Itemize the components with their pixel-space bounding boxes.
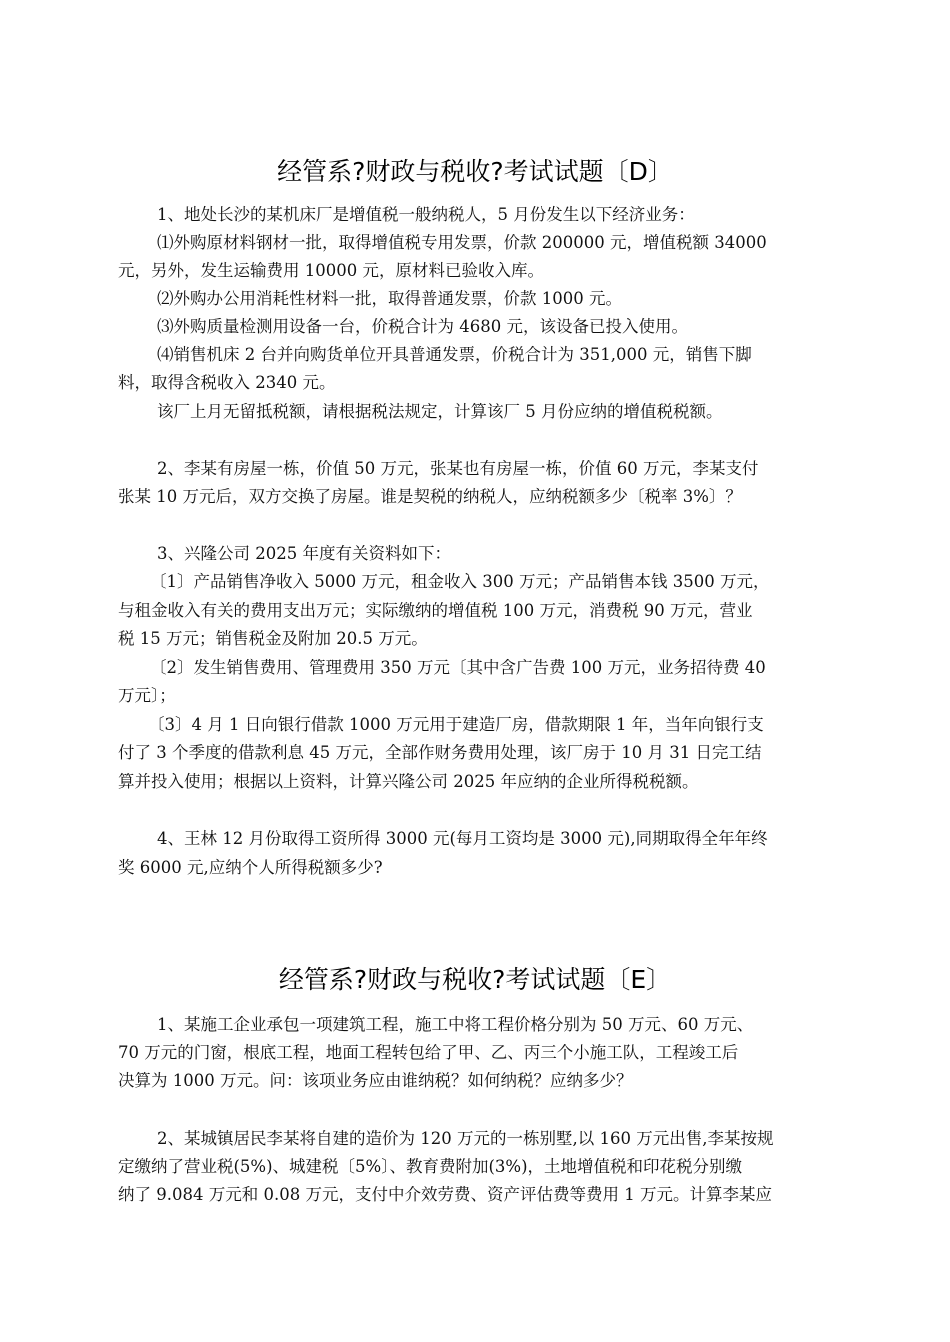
d-q3-item3-line2: 付了 3 个季度的借款利息 45 万元，全部作财务费用处理，该厂房于 10 月 31 日完工结 <box>118 743 762 762</box>
exam-e-title: 经管系?财政与税收?考试试题〔E〕 <box>278 965 672 994</box>
d-q3-item1-line2: 与租金收入有关的费用支出万元；实际缴纳的增值税 100 万元，消费税 90 万元，营业 <box>118 601 753 620</box>
e-q2-line1: 2、某城镇居民李某将自建的造价为 120 万元的一栋别墅,以 160 万元出售,李某按规 <box>157 1129 774 1148</box>
d-q3-item2-line2: 万元〕； <box>118 686 176 705</box>
d-q2-line2: 张某 10 万元后，双方交换了房屋。谁是契税的纳税人，应纳税额多少〔税率 3%〕？ <box>118 487 742 506</box>
d-q1-item1-line1: ⑴外购原材料钢材一批，取得增值税专用发票，价款 200000 元，增值税额 34000 <box>157 233 767 252</box>
d-q1-item1-line2: 元，另外，发生运输费用 10000 元，原材料已验收入库。 <box>118 261 544 280</box>
d-q1-item4-line1: ⑷销售机床 2 台并向购货单位开具普通发票，价税合计为 351,000 元，销售下脚 <box>157 345 752 364</box>
e-q1-line2: 70 万元的门窗，根底工程，地面工程转包给了甲、乙、丙三个小施工队，工程竣工后 <box>118 1043 739 1062</box>
d-q3-item3-line1: 〔3〕4 月 1 日向银行借款 1000 万元用于建造厂房，借款期限 1 年，当年向银行支 <box>148 715 764 734</box>
e-q2-line3: 纳了 9.084 万元和 0.08 万元，支付中介效劳费、资产评估费等费用 1 万元。计算李某应 <box>118 1185 772 1204</box>
e-q1-line3: 决算为 1000 万元。问：该项业务应由谁纳税？如何纳税？应纳多少？ <box>118 1071 633 1090</box>
d-q1-item3: ⑶外购质量检测用设备一台，价税合计为 4680 元，该设备已投入使用。 <box>157 317 688 336</box>
d-q2-line1: 2、李某有房屋一栋，价值 50 万元，张某也有房屋一栋，价值 60 万元，李某支付 <box>157 459 759 478</box>
d-q1-intro: 1、地处长沙的某机床厂是增值税一般纳税人，5 月份发生以下经济业务： <box>157 205 695 224</box>
d-q1-item4-line2: 料，取得含税收入 2340 元。 <box>118 373 336 392</box>
e-q1-line1: 1、某施工企业承包一项建筑工程，施工中将工程价格分别为 50 万元、60 万元、 <box>157 1015 754 1034</box>
d-q3-intro: 3、兴隆公司 2025 年度有关资料如下： <box>157 544 451 563</box>
d-q3-item2-line1: 〔2〕发生销售费用、管理费用 350 万元〔其中含广告费 100 万元，业务招待费 40 <box>150 658 766 677</box>
d-q4-line1: 4、王林 12 月份取得工资所得 3000 元(每月工资均是 3000 元),同期取得全年年终 <box>157 829 768 848</box>
d-q1-closing: 该厂上月无留抵税额，请根据税法规定，计算该厂 5 月份应纳的增值税税额。 <box>157 402 723 421</box>
exam-d-title: 经管系?财政与税收?考试试题〔D〕 <box>277 157 673 186</box>
d-q1-item2: ⑵外购办公用消耗性材料一批，取得普通发票，价款 1000 元。 <box>157 289 622 308</box>
e-q2-line2: 定缴纳了营业税(5%)、城建税〔5%〕、教育费附加(3%)，土地增值税和印花税分别缴 <box>118 1157 743 1176</box>
d-q3-item1-line3: 税 15 万元；销售税金及附加 20.5 万元。 <box>118 629 428 648</box>
d-q3-item3-line3: 算并投入使用；根据以上资料，计算兴隆公司 2025 年应纳的企业所得税税额。 <box>118 772 699 791</box>
d-q4-line2: 奖 6000 元,应纳个人所得税额多少? <box>118 858 383 877</box>
d-q3-item1-line1: 〔1〕产品销售净收入 5000 万元，租金收入 300 万元；产品销售本钱 3500 万元， <box>150 572 770 591</box>
